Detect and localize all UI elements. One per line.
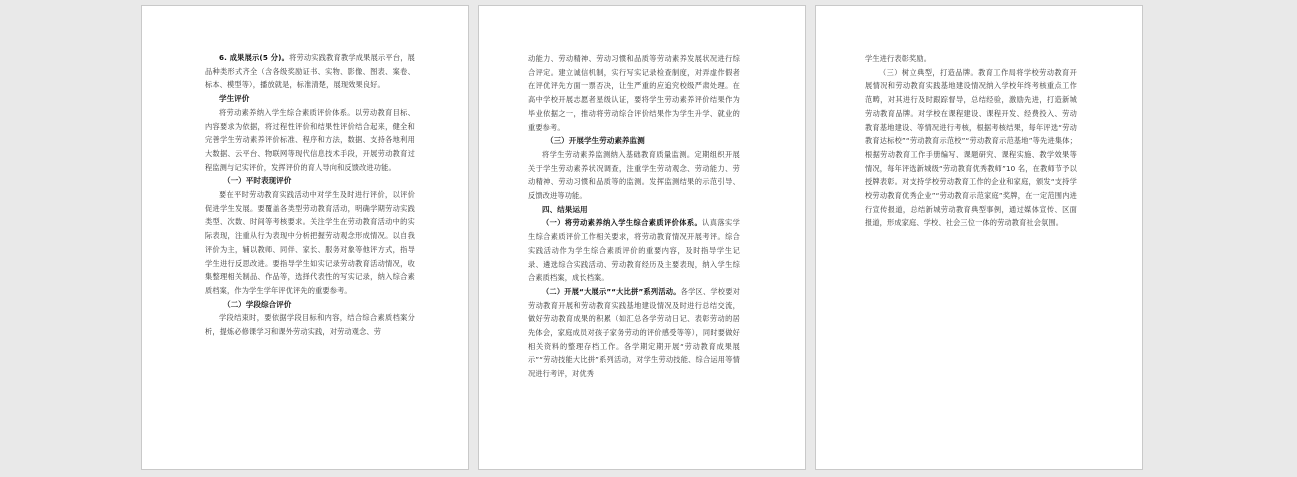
paragraph-text: （二）学段综合评价: [223, 299, 292, 309]
paragraph-text: 将劳动实践教育教学成果展示平台，展品种类形式齐全（含各级奖励证书、实物、影像、图表、案卷、标本、模型等），播放就是，标准清楚，展现效果良好。: [205, 53, 415, 90]
document-page-1: [141, 5, 469, 470]
body-paragraph: [865, 66, 1077, 230]
paragraph-lead: （一）将劳动素养纳入学生综合素质评价体系。: [542, 218, 703, 228]
section-heading: [528, 203, 740, 217]
paragraph-text: （三）开展学生劳动素养监测: [546, 136, 645, 146]
body-paragraph: [205, 51, 415, 92]
paragraph-text: 要在平时劳动教育实践活动中对学生及时进行评价，以评价促进学生发展。要覆盖各类型劳动教育活动，明确学期劳动实践类型、次数、时间等考核要求。关注学生在劳动教育活动中的实际表现，注重从行为表现中分析把握劳动观念形成情况。以自我评价为主，辅以教师、同伴、家长、服务对象等他评方式，指导学生进行反思改进。要指导学生如实记录劳动教育活动情况，收集整理相关制品、作品等，选择代表性的写实记录，纳入综合素质档案，作为学生学年评优评先的重要参考。: [205, 190, 415, 295]
paragraph-text: 将学生劳动素养监测纳入基础教育质量监测。定期组织开展关于学生劳动素养状况调查，注重学生劳动观念、劳动能力、劳动精神、劳动习惯和品质等的监测。发挥监测结果的示范引导、反馈改进等功能。: [528, 149, 740, 201]
paragraph-text: 将劳动素养纳入学生综合素质评价体系。以劳动教育目标、内容要求为依据，将过程性评价和结果性评价结合起来，健全和完善学生劳动素养评价标准、程序和方法，数据、支持各地利用大数据、云平台、物联网等现代信息技术手段，开展劳动教育过程监测与记实评价，发挥评价的育人导向和反馈改进功能。: [205, 107, 415, 172]
paragraph-text: （三）树立典型，打造品牌。教育工作局将学校劳动教育开展情况和劳动教育实践基地建设情况纳入学校年终考核重点工作范畴，对其进行及时跟踪督导，总结经验，激励先进，打造新城劳动教育品牌。对学校在课程建设、课程开发、经费投入、劳动教育基地建设、等情况进行考核，根据考核结果，每年评选“劳动教育达标校”“劳动教育示范校”“劳动教育示范基地”等先进集体；根据劳动教育工作手册编写、课题研究、课程实施、教学效果等情况，每年评选新城级“劳动教育优秀教师”10 名，在教师节予以授牌表彰。对支持学校劳动教育工作的企业和家庭，颁发“支持学校劳动教育优秀企业”“劳动教育示范家庭”奖牌，在一定范围内进行宣传报道，总结新城劳动教育典型事例，通过媒体宣传、区面报道，形成家庭、学校、社会三位一体的劳动教育社会氛围。: [865, 67, 1077, 228]
paragraph-text: 认真落实学生综合素质评价工作相关要求，将劳动教育情况开展考评。综合实践活动作为学生综合素质评价的重要内容，及时指导学生记录、遴选综合实践活动、劳动教育经历及主要表现，纳入学生综合素质档案，成长档案。: [528, 218, 740, 283]
paragraph-text: 四、结果运用: [542, 204, 588, 214]
page-1-content: [205, 51, 415, 339]
paragraph-text: 各学区、学校要对劳动教育开展和劳动教育实践基地建设情况及时进行总结交流，做好劳动教育成果的积累（如汇总各学劳动日记、表彰劳动的居先体会，家庭成员对孩子家务劳动的评价感受等等），同时要做好相关资料的整理存档工作。各学期定期开展“劳动教育成果展示”“劳动技能大比拼”系列活动，对学生劳动技能、综合运用等情况进行考评，对优秀: [528, 286, 741, 379]
section-heading: [205, 92, 415, 106]
paragraph-lead: （二）开展“大展示”“大比拼”系列活动。: [542, 286, 681, 296]
document-page-2: [478, 5, 806, 470]
paragraph-text: （一）平时表现评价: [223, 176, 292, 186]
body-paragraph: [528, 285, 740, 381]
paragraph-text: 学生进行表彰奖励。: [865, 54, 932, 63]
body-paragraph: [865, 52, 1077, 66]
page-3-content: [865, 52, 1077, 230]
document-page-3: [815, 5, 1143, 470]
paragraph-text: 动能力、劳动精神、劳动习惯和品质等劳动素养发展状况进行综合评定。建立诚信机制，实行写实记录检查制度，对弄虚作假者在评优评先方面一票否决，让生严重的应追究校级严肃处理。在高中学校开展志愿者星级认证，要将学生劳动素养评价结果作为毕业依据之一，推动将劳动综合评价结果作为学生升学、就业的重要参考。: [528, 54, 740, 132]
section-heading: [205, 298, 415, 312]
page-2-content: [528, 52, 740, 381]
section-heading: [205, 174, 415, 188]
body-paragraph: [528, 216, 740, 285]
body-paragraph: [205, 311, 415, 338]
body-paragraph: [205, 106, 415, 175]
body-paragraph: [205, 188, 415, 298]
paragraph-text: 学生评价: [219, 94, 250, 104]
paragraph-text: 学段结束时，要依据学段目标和内容，结合综合素质档案分析，提炼必修课学习和课外劳动实践，对劳动观念、劳: [205, 313, 415, 337]
paragraph-lead: 6. 成果展示(5 分)。: [219, 53, 290, 62]
body-paragraph: [528, 52, 740, 134]
body-paragraph: [528, 148, 740, 203]
section-heading: [528, 134, 740, 148]
